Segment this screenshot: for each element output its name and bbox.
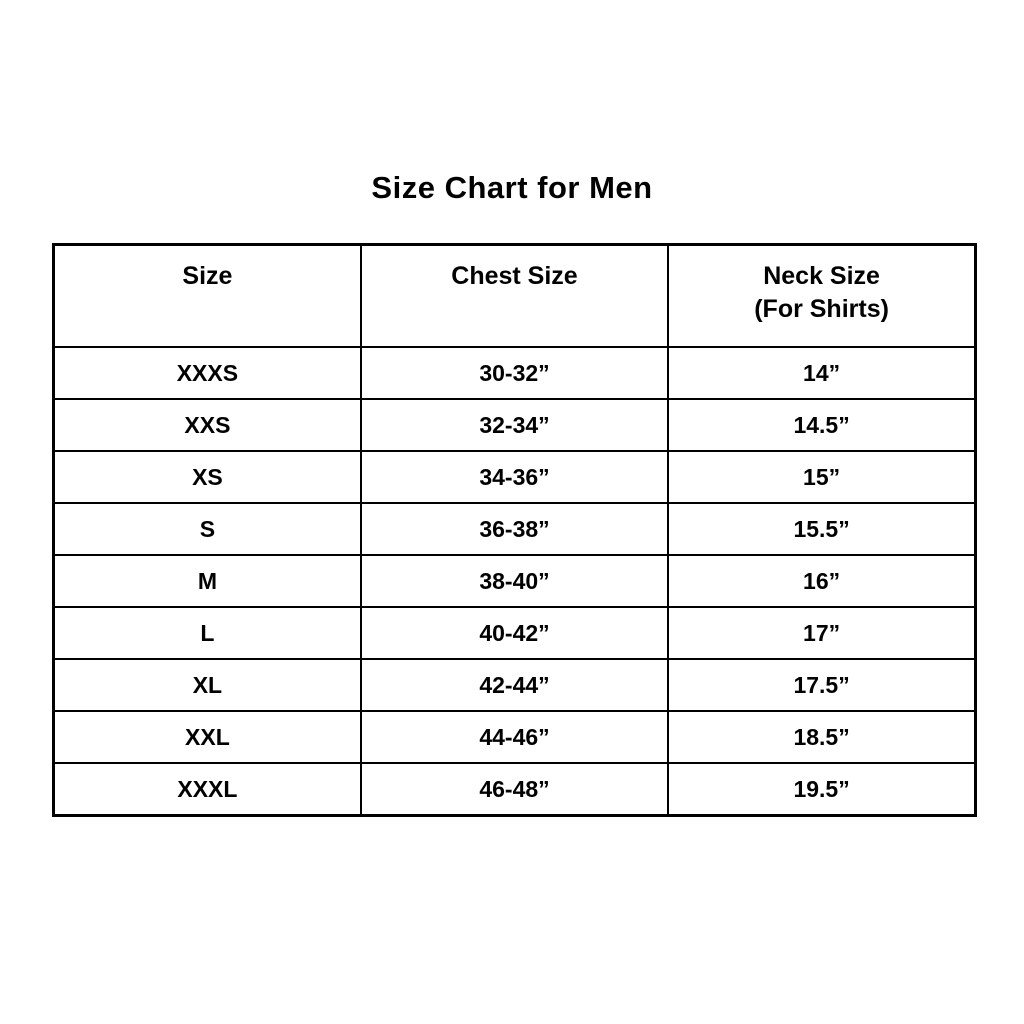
column-header-chest [361,245,668,348]
size-cell: XXXS [54,347,361,399]
table-row [54,607,976,659]
neck-cell: 17.5” [668,659,975,711]
neck-cell: 14.5” [668,399,975,451]
table-row [54,399,976,451]
page-title: Size Chart for Men [371,170,653,205]
neck-cell: 14” [668,347,975,399]
table-body [54,347,976,816]
size-cell: XXXL [54,763,361,816]
neck-cell: 18.5” [668,711,975,763]
size-cell: XL [54,659,361,711]
size-cell: S [54,503,361,555]
table-row [54,659,976,711]
chest-cell: 40-42” [361,607,668,659]
column-header-size-label: Size [182,262,233,290]
size-cell: M [54,555,361,607]
column-header-neck-label-line1: Neck Size [763,262,880,290]
neck-cell: 19.5” [668,763,975,816]
table-row [54,451,976,503]
table-row [54,503,976,555]
neck-cell: 16” [668,555,975,607]
column-header-size [54,245,361,348]
table-row [54,555,976,607]
table-header-row [54,245,976,348]
chest-cell: 38-40” [361,555,668,607]
table-row [54,763,976,816]
chest-cell: 34-36” [361,451,668,503]
neck-cell: 17” [668,607,975,659]
chest-cell: 30-32” [361,347,668,399]
size-cell: XXL [54,711,361,763]
size-cell: XS [54,451,361,503]
size-cell: XXS [54,399,361,451]
column-header-chest-label: Chest Size [451,262,578,290]
chest-cell: 46-48” [361,763,668,816]
chest-cell: 32-34” [361,399,668,451]
neck-cell: 15.5” [668,503,975,555]
chest-cell: 36-38” [361,503,668,555]
column-header-neck-label-line2: (For Shirts) [754,295,889,323]
chest-cell: 42-44” [361,659,668,711]
table-row [54,711,976,763]
size-chart-table [52,243,977,817]
column-header-neck [668,245,975,348]
chest-cell: 44-46” [361,711,668,763]
table-row [54,347,976,399]
size-cell: L [54,607,361,659]
neck-cell: 15” [668,451,975,503]
